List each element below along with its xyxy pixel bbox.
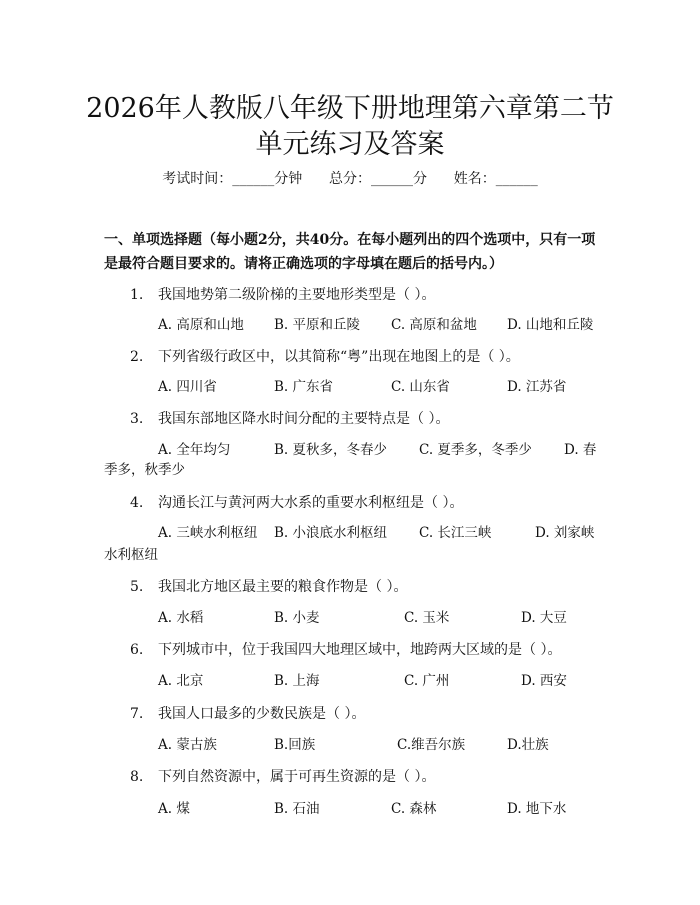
question-text: 我国东部地区降水时间分配的主要特点是（ ）。 bbox=[158, 411, 450, 427]
question-number: 4. bbox=[130, 495, 144, 511]
option-a: A. 高原和山地 bbox=[158, 317, 244, 333]
section-heading: 一、单项选择题（每小题2分，共40分。在每小题列出的四个选项中，只有一项是最符合题目要求的。请将正确选项的字母填在题后的括号内。） bbox=[104, 232, 596, 272]
option-b: B.回族 bbox=[274, 737, 316, 753]
question-8 bbox=[130, 766, 435, 786]
option-d: D. 大豆 bbox=[521, 610, 567, 626]
option-b: B. 上海 bbox=[274, 673, 320, 689]
document-title-line1: 2026年人教版八年级下册地理第六章第二节 bbox=[86, 93, 614, 124]
question-text: 我国北方地区最主要的粮食作物是（ ）。 bbox=[158, 579, 408, 595]
option-d: D. 西安 bbox=[521, 673, 567, 689]
question-6 bbox=[130, 639, 561, 659]
question-2 bbox=[130, 346, 520, 366]
question-1 bbox=[130, 284, 435, 304]
document-title-line2: 单元练习及答案 bbox=[255, 129, 445, 160]
question-text: 下列城市中，位于我国四大地理区域中，地跨两大区域的是（ ）。 bbox=[158, 642, 562, 658]
option-b: B. 石油 bbox=[274, 801, 320, 817]
option-d: D.壮族 bbox=[507, 737, 549, 753]
question-3 bbox=[130, 408, 449, 428]
question-text: 沟通长江与黄河两大水系的重要水利枢纽是（ ）。 bbox=[158, 495, 464, 511]
option-d: D. 春 bbox=[564, 442, 597, 458]
option-b: B. 广东省 bbox=[274, 379, 334, 395]
option-a: A. 三峡水利枢纽 bbox=[158, 525, 258, 541]
option-c: C. 森林 bbox=[391, 801, 437, 817]
question-text: 下列省级行政区中，以其简称“粤”出现在地图上的是（ ）。 bbox=[158, 349, 520, 365]
option-b: B. 夏秋多，冬春少 bbox=[274, 442, 388, 458]
option-a: A. 煤 bbox=[158, 801, 190, 817]
question-number: 8. bbox=[130, 769, 144, 785]
option-a: A. 水稻 bbox=[158, 610, 204, 626]
question-5 bbox=[130, 576, 407, 596]
option-d-continuation: 水利枢纽 bbox=[104, 547, 158, 563]
option-b: B. 小麦 bbox=[274, 610, 320, 626]
option-c: C. 山东省 bbox=[391, 379, 450, 395]
option-c: C.维吾尔族 bbox=[397, 737, 466, 753]
question-4 bbox=[130, 492, 463, 512]
option-c: C. 夏季多，冬季少 bbox=[419, 442, 532, 458]
option-d: D. 刘家峡 bbox=[535, 525, 595, 541]
option-d: D. 地下水 bbox=[507, 801, 567, 817]
option-a: A. 全年均匀 bbox=[158, 442, 231, 458]
question-text: 我国地势第二级阶梯的主要地形类型是（ ）。 bbox=[158, 287, 436, 303]
option-b: B. 平原和丘陵 bbox=[274, 317, 361, 333]
option-c: C. 广州 bbox=[404, 673, 450, 689]
question-number: 3. bbox=[130, 411, 144, 427]
option-a: A. 蒙古族 bbox=[158, 737, 217, 753]
option-c: C. 长江三峡 bbox=[419, 525, 492, 541]
question-7 bbox=[130, 703, 365, 723]
question-number: 5. bbox=[130, 579, 144, 595]
question-number: 1. bbox=[130, 287, 144, 303]
option-d: D. 江苏省 bbox=[507, 379, 567, 395]
question-number: 7. bbox=[130, 706, 144, 722]
question-number: 6. bbox=[130, 642, 144, 658]
option-b: B. 小浪底水利枢纽 bbox=[274, 525, 388, 541]
option-a: A. 北京 bbox=[158, 673, 204, 689]
question-text: 我国人口最多的少数民族是（ ）。 bbox=[158, 706, 366, 722]
option-d: D. 山地和丘陵 bbox=[507, 317, 594, 333]
option-a: A. 四川省 bbox=[158, 379, 217, 395]
option-d-continuation: 季多，秋季少 bbox=[104, 462, 185, 478]
question-number: 2. bbox=[130, 349, 144, 365]
option-c: C. 玉米 bbox=[404, 610, 450, 626]
question-text: 下列自然资源中，属于可再生资源的是（ ）。 bbox=[158, 769, 436, 785]
exam-info: 考试时间：______分钟 总分：______分 姓名：______ bbox=[162, 171, 538, 187]
option-c: C. 高原和盆地 bbox=[391, 317, 477, 333]
